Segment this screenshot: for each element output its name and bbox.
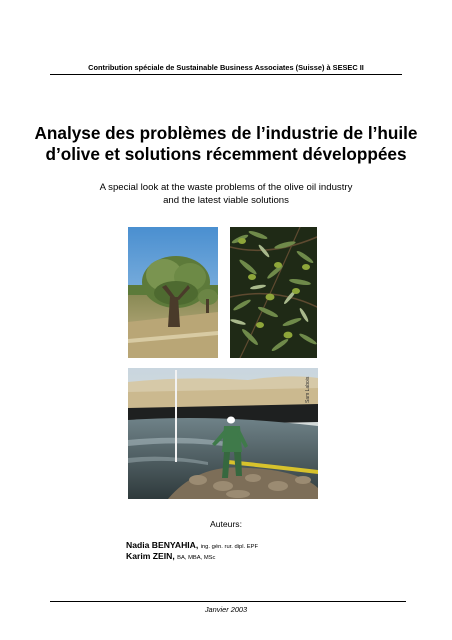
author-credentials: BA, MBA, MSc xyxy=(177,555,216,561)
author-2 xyxy=(126,551,215,561)
header-text: Contribution spéciale de Sustainable Business Associates (Suisse) à SESEC II xyxy=(88,63,364,72)
document-title xyxy=(20,123,432,165)
author-1 xyxy=(126,540,258,550)
authors-label: Auteurs: xyxy=(209,519,242,529)
photo-credit: Sam Labois xyxy=(305,376,311,404)
footer-date: Janvier 2003 xyxy=(204,605,248,614)
author-name: Karim ZEIN, xyxy=(126,551,175,561)
title-line-1: Analyse des problèmes de l’industrie de l’huile xyxy=(34,123,418,143)
title-line-2: d’olive et solutions récemment développées xyxy=(45,144,407,164)
olive-branches-photo xyxy=(230,227,317,358)
author-credentials: ing. gén. rur. dipl. EPF xyxy=(200,544,259,550)
olive-tree-photo xyxy=(128,227,218,358)
subtitle-line-1: A special look at the waste problems of the olive oil industry xyxy=(99,182,353,193)
footer-rule xyxy=(50,601,406,602)
waste-pond-photo xyxy=(128,368,318,499)
document-subtitle xyxy=(20,182,432,207)
subtitle-line-2: and the latest viable solutions xyxy=(163,194,289,206)
author-name: Nadia BENYAHIA, xyxy=(126,540,199,550)
header-rule xyxy=(50,74,402,75)
